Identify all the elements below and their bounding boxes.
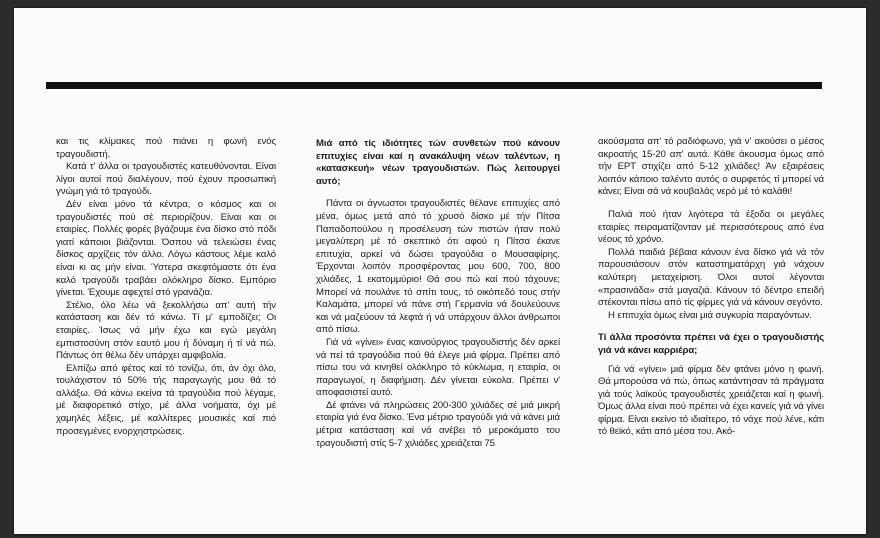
paragraph: Η επιτυχία όμως είναι μιά συγκυρία παραγόντων. <box>608 309 812 321</box>
interview-question: Τί άλλα προσόντα πρέπει νά έχει ο τραγουδιστής γιά νά κάνει καρριέρα; <box>598 332 824 356</box>
paragraph: και τις κλίμακες πού πιάνει η φωνή ενός τραγουδιστή. <box>56 136 276 160</box>
paragraph: Δέ φτάνει νά πληρώσεις 200-300 χιλιάδες σέ μιά μικρή εταιρία γιά ένα δίσκο. Ένα μέτριο τραγούδι γιά νά κάνει μιά μέτρια κατάσταση καί νά ανέβει τό μεροκάματο του τραγουδιστή στίς 5-7 χιλιάδες χρειάζεται 75 <box>316 399 560 449</box>
paragraph: Πολλά παιδιά βέβαια κάνουν ένα δίσκο γιά νά τόν παρουσιάσουν στόν καταστηματάρχη γιά νάχουν καλύτερη μεταχείριση. Όλοι αυτοί λέγονται «πρασινάδα» στά μαγαζιά. Κάνουν τό δέντρο επειδή στέκονται πίσω από τίς φίρμες γιά νά κάνουν σεγόντο. <box>598 246 824 309</box>
paragraph: Δέν είναι μόνο τά κέντρα, ο κόσμος και οι τραγουδιστές πού σέ περιορίζουν. Είναι και οι εταιρίες. Πολλές φορές βγάζουμε ένα δίσκο στό πόδι γιατί κάποιοι βιάζονται. Όσπου νά τελειώσει ένας δίσκος αρχίζεις τόν άλλο. Λόγω κάστους λέμε καλό είναι κι ας μήν είναι. Ύστερα σκεφτόμαστε ότι ένα καλό τραγούδι τραβάει ολόκληρο δίσκο. Εμπόριο γίνεται. Έχουμε αφεχτεί στό γρανάζια. <box>56 198 276 299</box>
paragraph: Γιά νά «γίνει» ένας καινούργιος τραγουδιστής δέν αρκεί νά πεί τά τραγούδια πού θά έλεγε μιά φίρμα. Πρέπει από πίσω του νά κινηθεί ολόκληρο τό κύκλωμα, η εταιρία, οι παραγωγοί, η διαφήμιση. Δέν γίνεται εύκολα. Πρέπει ν' αποφασιστεί αυτό. <box>316 336 560 399</box>
text-column-3 <box>598 136 824 439</box>
magazine-page <box>14 8 866 534</box>
paragraph: Στέλιο, όλο λέω νά ξεκολλήσω απ' αυτή τήν κατάσταση και δέν τό κάνω. Τί μ' εμποδίζει; Οι εταιρίες. Ίσως νά μήν έχω και εγώ μεγάλη εμπιστοσύνη στόν εαυτό μου ή δύναμη ή τί νά πώ. Πάντως όπ θέλω δέν υπάρχει αμφιβολία. <box>56 299 276 362</box>
paragraph: Πάντα οι άγνωστοι τραγουδιστές θέλανε επιτυχίες από μένα, όμως μετά από τό χρυσό δίσκο μέ τήν Πίτσα Παπαδοπούλου η προσέλευση τών πιστών ήταν πολύ μεγαλύτερη μέ τό σκεπτικό ότι αφού η Πίτσα έκανε επιτυχία, αρκεί νά δώσει τραγούδια ο Μουσαφίρης. Έρχονται λοιπόν προσφέροντας μου 600, 700, 800 χιλιάδες, 1 εκατομμύριο! Θά σου πώ καί πού τάχουνε; Μπορεί νά πουλάνε τό σπίτι τους, τό οικόπεδό τους στήν Καλαμάτα, μπορεί νά πάνε στή Γερμανία νά δουλεύουνε και νά μαζεύουν τά λεφτά ή νά υπάρχουν άλλοι άνθρωποι από πίσω. <box>316 198 560 336</box>
header-rule <box>46 82 822 89</box>
paragraph: Κατά τ' άλλα οι τραγουδιστές κατευθύνονται. Είναι λίγοι αυτοί πού διαλέγουν, πού έχουν προσωπική γνώμη γιά τό τραγούδι. <box>56 161 276 198</box>
interview-question: Μιά από τίς ιδιότητες τών συνθετών πού κάνουν επιτυχίες είναι καί η ανακάλυψη νέων ταλέντων, η «κατασκευή» νέων τραγουδιστών. Πώς λειτουργεί αυτό; <box>316 138 560 187</box>
paragraph: Γιά νά «γίνει» μιά φίρμα δέν φτάνει μόνο η φωνή. Θά μπορούσα νά πώ, όπως κατάντησαν τά πράγματα γιά τούς λαϊκούς τραγουδιστές χρειάζεται καί η φωνή. Όμως άλλα είναι πού πρέπει νά έχει κανείς γιά νά γίνει φίρμα. Είναι εκείνο τό ιδιαίτερο, τό νάχε πού λένε, κάτι τό θεϊκό, κάτι από μέσα του. Ακό- <box>598 363 824 438</box>
paragraph: Ελπίζω από φέτος καί τό τονίζω, ότι, άν όχι όλο, τουλάχιστον τό 50% τής παραγωγής μου θά τό αλλάξω. Θά κάνω εκείνα τά τραγούδια πού λέγαμε, μέ διαφορετικό στίχο, μέ άλλα νοήματα, όχι μέ χαμηλές λέξεις, μέ καλλίτερες μουσικές καί πιό προσεγμένες ενορχηστρώσεις. <box>56 362 276 437</box>
text-column-1 <box>56 136 276 438</box>
paragraph: Παλιά πού ήταν λιγότερα τά έξοδα οι μεγάλες εταιρίες πειραματίζονταν μέ περισσότερους από ένα νέους τό χρόνο. <box>598 208 824 246</box>
text-column-2 <box>316 136 560 450</box>
paragraph: ακούσματα απ' τό ραδιόφωνο, γιά ν' ακούσει ο μέσος ακροατής 15-20 απ' αυτά. Κάθε άκουσμα όμως από τήν ΕΡΤ στιχίζει από 5-12 χιλιάδες! Άν εξαιρέσεις λοιπόν κάποιο ταλέντο αυτός ο συρφετός τί μπορεί νά κάνει; Είναι σά νά κουβαλάς νερό μέ τό καλάθι! <box>598 136 824 198</box>
